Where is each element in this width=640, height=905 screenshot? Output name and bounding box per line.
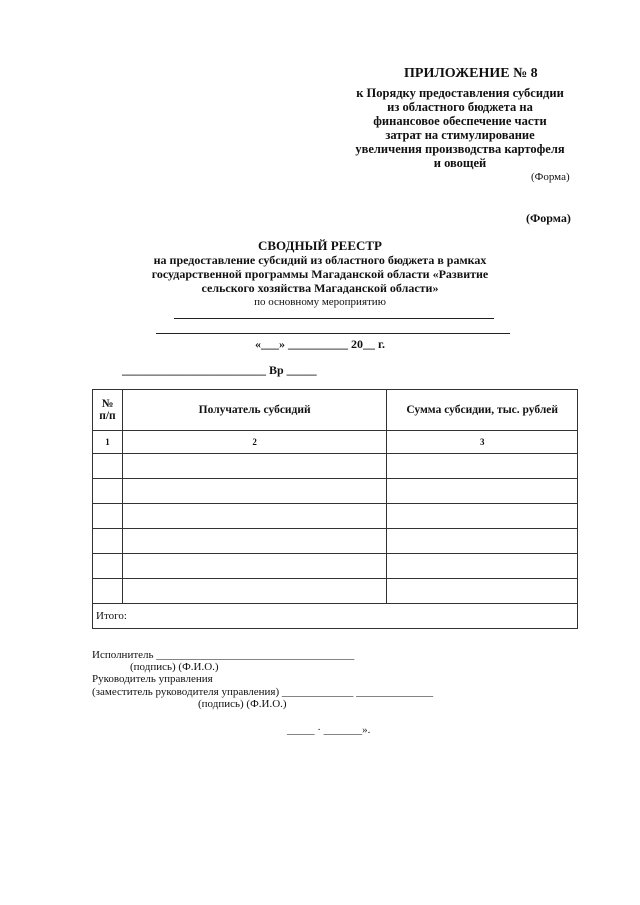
appendix-line: и овощей bbox=[433, 156, 487, 170]
col-header-recipient: Получатель субсидий bbox=[122, 390, 386, 431]
total-label: Итого: bbox=[93, 604, 578, 629]
table-total-row bbox=[93, 604, 578, 629]
col-number: 1 bbox=[93, 431, 123, 454]
col-header-amount: Сумма субсидии, тыс. рублей bbox=[387, 390, 578, 431]
table-row bbox=[93, 479, 578, 504]
table-row bbox=[93, 554, 578, 579]
appendix-line: увеличения производства картофеля bbox=[355, 142, 565, 156]
bottom-date: _____ · _______». bbox=[287, 724, 371, 736]
measure-label: по основному мероприятию bbox=[254, 296, 386, 308]
executor-signature-line: Исполнитель ____________________________________ bbox=[92, 649, 355, 661]
table-row bbox=[93, 504, 578, 529]
head-label: Руководитель управления bbox=[92, 673, 213, 685]
appendix-subtitle bbox=[340, 86, 580, 170]
appendix-line: затрат на стимулирование bbox=[385, 128, 535, 142]
register-subtitle bbox=[140, 253, 500, 295]
col-number: 2 bbox=[122, 431, 386, 454]
blank-line bbox=[156, 333, 510, 334]
appendix-line: финансовое обеспечение части bbox=[373, 114, 547, 128]
col-header-number: № п/п bbox=[93, 390, 123, 431]
appendix-title: ПРИЛОЖЕНИЕ № 8 bbox=[404, 66, 538, 81]
vr-field: ________________________ Вр _____ bbox=[122, 363, 317, 377]
table-row bbox=[93, 529, 578, 554]
table-row bbox=[93, 579, 578, 604]
register-date: «___» __________ 20__ г. bbox=[254, 337, 386, 351]
head-signature-line: (заместитель руководителя управления) _____________ ______________ bbox=[92, 686, 434, 698]
register-table bbox=[92, 389, 578, 629]
executor-caption: (подпись) (Ф.И.О.) bbox=[130, 661, 219, 673]
register-subtitle-line: на предоставление субсидий из областного бюджета в рамках bbox=[153, 253, 487, 267]
register-subtitle-line: государственной программы Магаданской области «Развитие bbox=[151, 267, 489, 281]
blank-line bbox=[174, 318, 494, 319]
table-header-row bbox=[93, 390, 578, 431]
table-row bbox=[93, 454, 578, 479]
register-title: СВОДНЫЙ РЕЕСТР bbox=[258, 238, 382, 253]
form-label-bold: (Форма) bbox=[526, 211, 571, 225]
table-number-row bbox=[93, 431, 578, 454]
register-subtitle-line: сельского хозяйства Магаданской области» bbox=[201, 281, 439, 295]
col-number: 3 bbox=[387, 431, 578, 454]
head-caption: (подпись) (Ф.И.О.) bbox=[198, 698, 287, 710]
appendix-line: из областного бюджета на bbox=[387, 100, 533, 114]
appendix-line: к Порядку предоставления субсидии bbox=[356, 86, 564, 100]
form-label-small: (Форма) bbox=[531, 171, 570, 183]
